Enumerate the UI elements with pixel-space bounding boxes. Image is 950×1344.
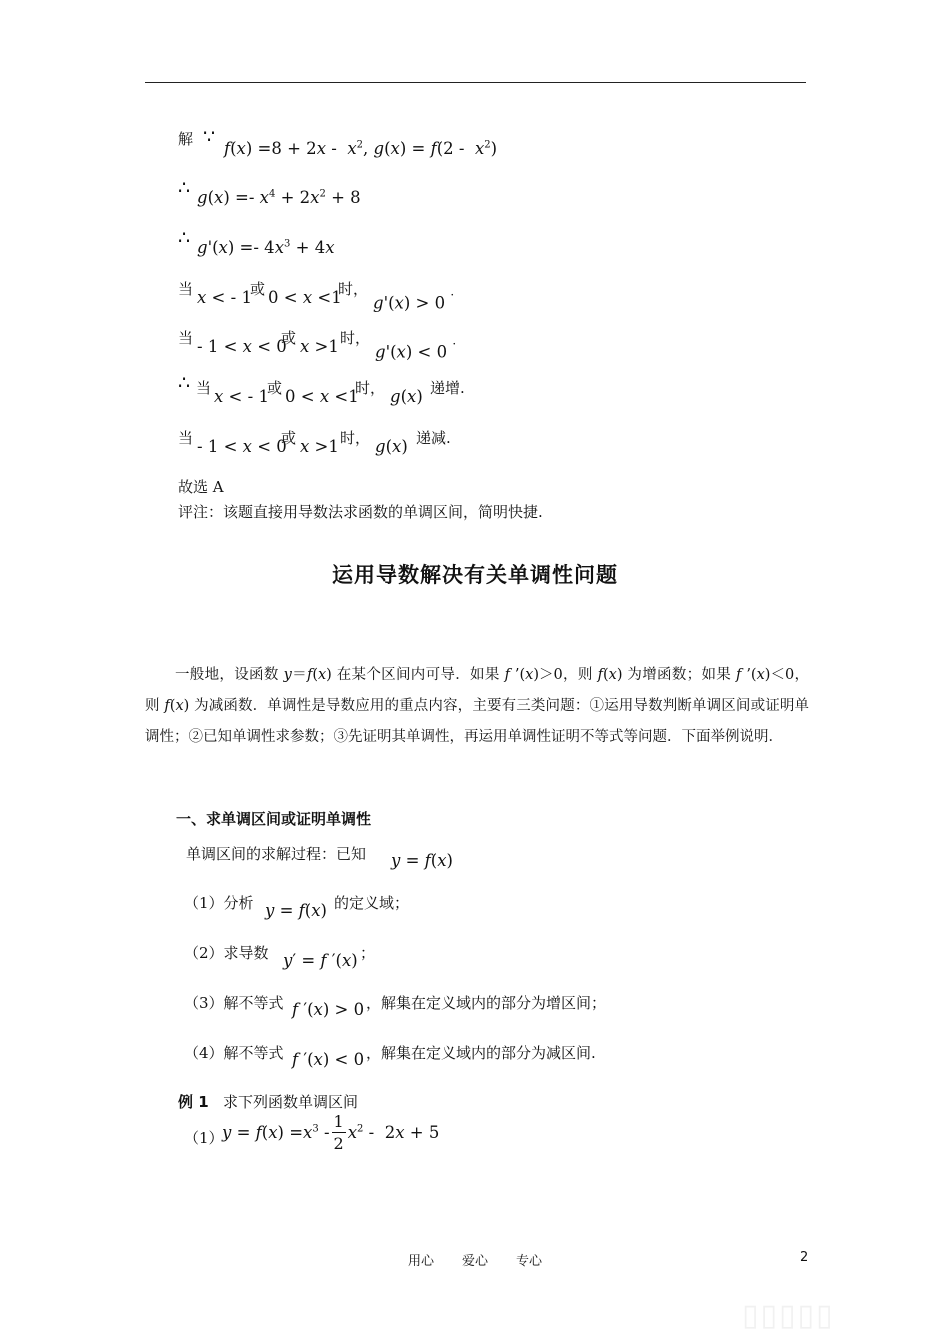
section-heading: 一、求单调区间或证明单调性 [176,810,372,828]
step-2-label: （2）求导数 [184,944,269,962]
g-of-x-2: g(x) [375,437,408,456]
shi-label-3: 时， [355,379,386,397]
shi-label-1: 时， [338,280,369,298]
section-title: 运用导数解决有关单调性问题 [332,563,618,587]
formula-y-prime: y′ = f ′(x) [283,951,358,970]
intro-part-2: 在某个区间内可导．如果 [336,667,500,683]
formula-fprime-lt-0: f ′(x) < 0 [292,1050,365,1069]
dang-label-1: 当 [178,280,194,298]
huo-label-4: 或 [281,429,297,447]
formula-fprime-gt-0: f ′(x) > 0 [292,1000,365,1019]
footer-item-1: 用心 [407,1254,434,1269]
because-symbol: ∵ [203,126,216,148]
dang-label-2: 当 [178,329,194,347]
fraction-one-half: $\frac{1}{2}$ [333,1112,344,1153]
header-rule [145,82,806,83]
g-prime-positive: g'(x) > 0 · [373,288,455,313]
cond-x-lt-neg1-b: x < - 1 [214,387,269,406]
formula-g-prime: $g'(x) =- 4x^3 + 4x$ [197,238,335,257]
formula-y-eq-fx-2: y = f(x) [265,901,327,920]
step-4-tail: ，解集在定义域内的部分为减区间. [366,1044,596,1062]
huo-label-3: 或 [267,379,283,397]
therefore-symbol-1: ∴ [178,177,191,199]
dang-label-3: 当 [196,379,212,397]
cond-x-lt-neg1: x < - 1 [197,288,252,307]
shi-label-4: 时， [340,429,371,447]
process-intro: 单调区间的求解过程：已知 [186,845,367,863]
therefore-symbol-2: ∴ [178,227,191,249]
huo-label-2: 或 [281,329,297,347]
g-prime-negative: g'(x) < 0 · [375,337,457,362]
formula-f-g-def: $f(x) =8 + 2x - x^2$, $g(x) = f(2 - x^2)$ [224,139,498,158]
cond-neg1-lt-x-lt-0-b: - 1 < x < 0 [197,437,287,456]
step-1-label: （1）分析 [184,894,254,912]
intro-part-3: ，则 [562,667,593,683]
answer-choice: 故选 A [178,478,224,496]
intro-part-6: 为减函数．单调性是导数应用的重点内容，主要有三类问题：①运用导数判断单调区间或证明单调性；②已知单调性求参数；③先证明其单调性，再运用单调性证明不等式等问题．下面举例说明． [145,698,810,745]
cond-0-lt-x-lt-1: 0 < x <1 [268,288,342,307]
huo-label-1: 或 [250,280,266,298]
watermark-logo: ▯▯▯▯▯ [742,1298,835,1333]
cond-0-lt-x-lt-1-b: 0 < x <1 [285,387,359,406]
intro-part-4: 为增函数；如果 [627,667,732,683]
step-1-tail: 的定义域； [334,894,410,912]
example-1-label: 例 1 [178,1093,209,1111]
solution-jie: 解 [178,130,194,148]
shi-label-2: 时， [340,329,371,347]
intro-paragraph: 一般地，设函数 y＝f(x) 在某个区间内可导．如果 f ’(x)＞0，则 f(x) 为增函数；如果 f ’(x)＜0，则 f(x) 为减函数．单调性是导数应用的重点内容，主要有三类问题：①运用导数判断单调区间或证明单调性；②已知单调性求参数；③先证明其单调性，再运用单调性证明不等式等问题．下面举例说明． [145,667,810,745]
example-1-item: （1） [184,1129,224,1147]
step-3-tail: ，解集在定义域内的部分为增区间； [366,994,607,1012]
step-4-label: （4）解不等式 [184,1044,284,1062]
page-number: 2 [800,1250,809,1265]
footer-item-2: 爱心 [461,1254,488,1269]
cond-x-gt-1: x >1 [300,337,339,356]
example-1-line [178,1091,358,1112]
therefore-symbol-3: ∴ [178,372,191,394]
decreasing-text: 递减. [416,429,451,447]
intro-part-5: ，则 [145,667,809,714]
comment: 评注：该题直接用导数法求函数的单调区间，简明快捷. [178,503,543,521]
increasing-text: 递增. [430,379,465,397]
cond-neg1-lt-x-lt-0: - 1 < x < 0 [197,337,287,356]
step-3-label: （3）解不等式 [184,994,284,1012]
example-1-text: 求下列函数单调区间 [222,1093,358,1111]
formula-example-1: $y = f(x) =x^3$ - $\frac{1}{2}$ $x^2 - 2x + 5$ [222,1112,440,1153]
formula-g: $g(x) =- x^4 + 2x^2 + 8$ [197,188,361,207]
footer-item-3: 专心 [516,1254,543,1269]
cond-x-gt-1-b: x >1 [300,437,339,456]
intro-part-1: 一般地，设函数 [175,667,279,683]
dang-label-4: 当 [178,429,194,447]
step-2-tail: ； [360,944,376,962]
g-of-x-1: g(x) [390,387,423,406]
formula-y-eq-fx-1: y = f(x) [391,851,453,870]
